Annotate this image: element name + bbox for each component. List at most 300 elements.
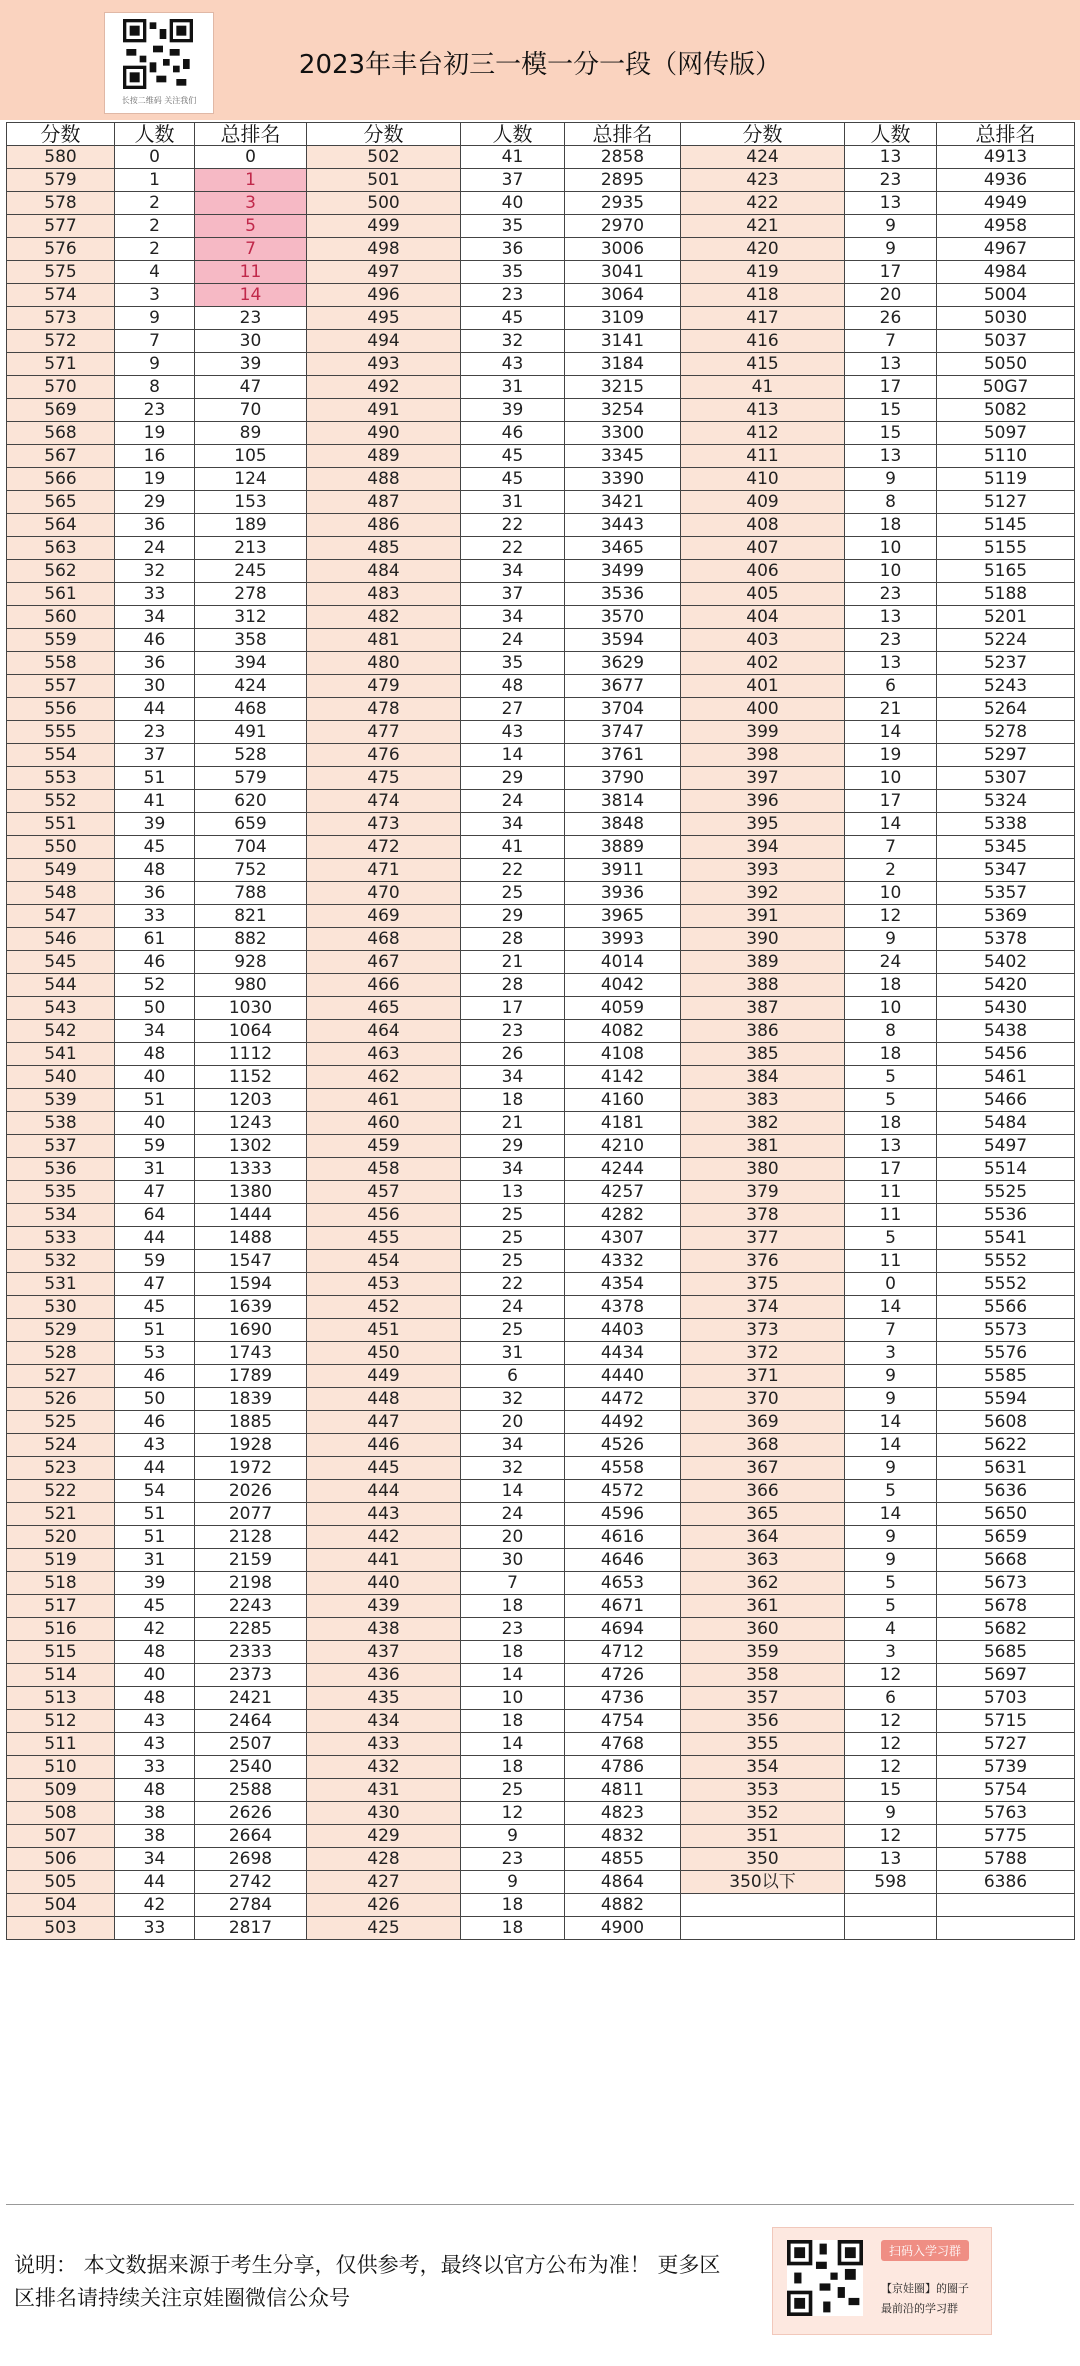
cell-rank-1: 1030 bbox=[195, 997, 307, 1020]
cell-count-3: 9 bbox=[845, 1802, 937, 1825]
cell-rank-2: 4572 bbox=[565, 1480, 681, 1503]
cell-rank-2: 3421 bbox=[565, 491, 681, 514]
cell-score-1: 528 bbox=[7, 1342, 115, 1365]
cell-rank-2: 4181 bbox=[565, 1112, 681, 1135]
cell-score-2: 483 bbox=[307, 583, 461, 606]
cell-score-2: 460 bbox=[307, 1112, 461, 1135]
cell-score-3: 412 bbox=[681, 422, 845, 445]
cell-rank-3: 5430 bbox=[937, 997, 1075, 1020]
cell-rank-2: 4142 bbox=[565, 1066, 681, 1089]
cell-score-1: 510 bbox=[7, 1756, 115, 1779]
cell-score-3: 351 bbox=[681, 1825, 845, 1848]
cell-rank-3: 5536 bbox=[937, 1204, 1075, 1227]
cell-rank-1: 980 bbox=[195, 974, 307, 997]
cell-rank-1: 89 bbox=[195, 422, 307, 445]
cell-count-1: 32 bbox=[115, 560, 195, 583]
table-row bbox=[7, 445, 1075, 468]
table-row bbox=[7, 859, 1075, 882]
cell-score-3: 41 bbox=[681, 376, 845, 399]
cell-count-1: 9 bbox=[115, 307, 195, 330]
cell-count-3: 3 bbox=[845, 1641, 937, 1664]
cell-count-2: 18 bbox=[461, 1089, 565, 1112]
header-rank-2: 总排名 bbox=[565, 123, 681, 146]
cell-rank-2: 3141 bbox=[565, 330, 681, 353]
cell-count-3: 15 bbox=[845, 422, 937, 445]
cell-score-2: 437 bbox=[307, 1641, 461, 1664]
cell-rank-1: 0 bbox=[195, 146, 307, 169]
table-row bbox=[7, 1618, 1075, 1641]
cell-count-3: 3 bbox=[845, 1342, 937, 1365]
cell-rank-3: 5082 bbox=[937, 399, 1075, 422]
cell-rank-2: 3390 bbox=[565, 468, 681, 491]
cell-score-3: 364 bbox=[681, 1526, 845, 1549]
cell-rank-1: 47 bbox=[195, 376, 307, 399]
cell-count-1: 38 bbox=[115, 1802, 195, 1825]
cell-count-3: 8 bbox=[845, 491, 937, 514]
cell-score-1: 517 bbox=[7, 1595, 115, 1618]
cell-score-3: 422 bbox=[681, 192, 845, 215]
cell-count-1: 51 bbox=[115, 1503, 195, 1526]
cell-rank-1: 659 bbox=[195, 813, 307, 836]
cell-rank-2: 4786 bbox=[565, 1756, 681, 1779]
cell-score-3: 354 bbox=[681, 1756, 845, 1779]
cell-count-2: 25 bbox=[461, 1204, 565, 1227]
cell-rank-2: 3814 bbox=[565, 790, 681, 813]
cell-count-3: 5 bbox=[845, 1066, 937, 1089]
header-score-1: 分数 bbox=[7, 123, 115, 146]
cell-score-3: 420 bbox=[681, 238, 845, 261]
cell-rank-3 bbox=[937, 1917, 1075, 1940]
cell-rank-3: 5678 bbox=[937, 1595, 1075, 1618]
cell-count-2: 34 bbox=[461, 1158, 565, 1181]
cell-count-2: 24 bbox=[461, 1296, 565, 1319]
cell-count-2: 28 bbox=[461, 928, 565, 951]
cell-score-3: 374 bbox=[681, 1296, 845, 1319]
cell-count-2: 23 bbox=[461, 1618, 565, 1641]
cell-count-2: 21 bbox=[461, 1112, 565, 1135]
cell-rank-1: 1203 bbox=[195, 1089, 307, 1112]
cell-count-3: 10 bbox=[845, 767, 937, 790]
cell-count-2: 20 bbox=[461, 1411, 565, 1434]
cell-rank-1: 1743 bbox=[195, 1342, 307, 1365]
cell-count-3: 9 bbox=[845, 1457, 937, 1480]
cell-score-2: 461 bbox=[307, 1089, 461, 1112]
table-row bbox=[7, 307, 1075, 330]
cell-score-1: 567 bbox=[7, 445, 115, 468]
cell-score-2: 458 bbox=[307, 1158, 461, 1181]
cell-score-2: 434 bbox=[307, 1710, 461, 1733]
cell-score-2: 433 bbox=[307, 1733, 461, 1756]
cell-score-3: 366 bbox=[681, 1480, 845, 1503]
table-row bbox=[7, 1273, 1075, 1296]
cell-score-3: 385 bbox=[681, 1043, 845, 1066]
cell-count-3: 15 bbox=[845, 399, 937, 422]
cell-rank-2: 4059 bbox=[565, 997, 681, 1020]
cell-score-2: 487 bbox=[307, 491, 461, 514]
cell-count-1: 8 bbox=[115, 376, 195, 399]
cell-score-3: 379 bbox=[681, 1181, 845, 1204]
cell-rank-2: 3889 bbox=[565, 836, 681, 859]
cell-score-3: 367 bbox=[681, 1457, 845, 1480]
table-row bbox=[7, 169, 1075, 192]
cell-score-3: 365 bbox=[681, 1503, 845, 1526]
cell-rank-3: 5497 bbox=[937, 1135, 1075, 1158]
cell-score-2: 457 bbox=[307, 1181, 461, 1204]
cell-score-3: 400 bbox=[681, 698, 845, 721]
cell-count-3: 4 bbox=[845, 1618, 937, 1641]
cell-score-2: 451 bbox=[307, 1319, 461, 1342]
cell-score-1: 565 bbox=[7, 491, 115, 514]
cell-count-3: 8 bbox=[845, 1020, 937, 1043]
cell-rank-1: 153 bbox=[195, 491, 307, 514]
cell-count-1: 61 bbox=[115, 928, 195, 951]
cell-count-1: 48 bbox=[115, 1687, 195, 1710]
cell-score-1: 541 bbox=[7, 1043, 115, 1066]
cell-score-3: 353 bbox=[681, 1779, 845, 1802]
cell-score-3: 406 bbox=[681, 560, 845, 583]
cell-score-2: 497 bbox=[307, 261, 461, 284]
cell-count-3 bbox=[845, 1894, 937, 1917]
cell-rank-2: 4210 bbox=[565, 1135, 681, 1158]
cell-rank-2: 3993 bbox=[565, 928, 681, 951]
cell-rank-1: 2742 bbox=[195, 1871, 307, 1894]
cell-count-2: 48 bbox=[461, 675, 565, 698]
cell-score-3: 359 bbox=[681, 1641, 845, 1664]
cell-score-1: 526 bbox=[7, 1388, 115, 1411]
cell-score-2: 442 bbox=[307, 1526, 461, 1549]
cell-count-2: 10 bbox=[461, 1687, 565, 1710]
cell-count-1: 48 bbox=[115, 1043, 195, 1066]
cell-score-1: 508 bbox=[7, 1802, 115, 1825]
cell-count-3: 23 bbox=[845, 583, 937, 606]
cell-rank-3: 5715 bbox=[937, 1710, 1075, 1733]
cell-rank-2: 4558 bbox=[565, 1457, 681, 1480]
cell-score-1: 524 bbox=[7, 1434, 115, 1457]
cell-score-2: 455 bbox=[307, 1227, 461, 1250]
cell-rank-3: 5552 bbox=[937, 1273, 1075, 1296]
qr-tag: 扫码入学习群 bbox=[881, 2240, 969, 2261]
cell-count-1: 54 bbox=[115, 1480, 195, 1503]
cell-rank-2: 3443 bbox=[565, 514, 681, 537]
cell-score-2: 453 bbox=[307, 1273, 461, 1296]
cell-count-1: 43 bbox=[115, 1434, 195, 1457]
cell-rank-1: 2626 bbox=[195, 1802, 307, 1825]
cell-score-1: 564 bbox=[7, 514, 115, 537]
cell-rank-2: 4472 bbox=[565, 1388, 681, 1411]
table-row bbox=[7, 1020, 1075, 1043]
cell-count-3: 5 bbox=[845, 1480, 937, 1503]
cell-rank-3: 5659 bbox=[937, 1526, 1075, 1549]
cell-score-1: 529 bbox=[7, 1319, 115, 1342]
table-row bbox=[7, 1388, 1075, 1411]
cell-score-1: 537 bbox=[7, 1135, 115, 1158]
cell-score-2: 485 bbox=[307, 537, 461, 560]
cell-score-2: 488 bbox=[307, 468, 461, 491]
cell-score-2: 473 bbox=[307, 813, 461, 836]
table-row bbox=[7, 1342, 1075, 1365]
cell-rank-2: 3594 bbox=[565, 629, 681, 652]
cell-count-3: 15 bbox=[845, 1779, 937, 1802]
cell-count-2: 45 bbox=[461, 445, 565, 468]
cell-rank-1: 2507 bbox=[195, 1733, 307, 1756]
cell-rank-3: 5201 bbox=[937, 606, 1075, 629]
cell-count-2: 9 bbox=[461, 1825, 565, 1848]
cell-rank-3: 5697 bbox=[937, 1664, 1075, 1687]
cell-score-2: 490 bbox=[307, 422, 461, 445]
cell-score-1: 558 bbox=[7, 652, 115, 675]
cell-rank-2: 4282 bbox=[565, 1204, 681, 1227]
qr-line-2: 最前沿的学习群 bbox=[881, 2302, 958, 2315]
cell-rank-3: 5650 bbox=[937, 1503, 1075, 1526]
cell-count-1: 44 bbox=[115, 698, 195, 721]
table-row bbox=[7, 1664, 1075, 1687]
cell-rank-2: 3911 bbox=[565, 859, 681, 882]
cell-score-3: 371 bbox=[681, 1365, 845, 1388]
cell-score-2: 446 bbox=[307, 1434, 461, 1457]
cell-rank-1: 491 bbox=[195, 721, 307, 744]
cell-score-3: 391 bbox=[681, 905, 845, 928]
table-row bbox=[7, 1687, 1075, 1710]
cell-count-1: 46 bbox=[115, 1411, 195, 1434]
cell-score-2: 480 bbox=[307, 652, 461, 675]
cell-rank-1: 213 bbox=[195, 537, 307, 560]
cell-score-1: 514 bbox=[7, 1664, 115, 1687]
cell-count-3: 14 bbox=[845, 813, 937, 836]
cell-count-2: 31 bbox=[461, 491, 565, 514]
cell-score-1: 560 bbox=[7, 606, 115, 629]
cell-count-1: 36 bbox=[115, 514, 195, 537]
cell-rank-2: 3536 bbox=[565, 583, 681, 606]
cell-score-3: 417 bbox=[681, 307, 845, 330]
cell-rank-2: 4726 bbox=[565, 1664, 681, 1687]
cell-score-1: 580 bbox=[7, 146, 115, 169]
cell-score-2: 502 bbox=[307, 146, 461, 169]
cell-score-3: 384 bbox=[681, 1066, 845, 1089]
cell-score-2: 462 bbox=[307, 1066, 461, 1089]
cell-rank-2: 3041 bbox=[565, 261, 681, 284]
cell-score-1: 533 bbox=[7, 1227, 115, 1250]
cell-score-1: 551 bbox=[7, 813, 115, 836]
cell-rank-3: 5420 bbox=[937, 974, 1075, 997]
cell-rank-3: 5541 bbox=[937, 1227, 1075, 1250]
cell-count-2: 17 bbox=[461, 997, 565, 1020]
table-row bbox=[7, 675, 1075, 698]
cell-count-1: 40 bbox=[115, 1112, 195, 1135]
qr-caption: 长按二维码 关注我们 bbox=[121, 96, 197, 105]
header-count-3: 人数 bbox=[845, 123, 937, 146]
cell-rank-1: 2198 bbox=[195, 1572, 307, 1595]
cell-score-3: 424 bbox=[681, 146, 845, 169]
cell-count-1: 34 bbox=[115, 1020, 195, 1043]
cell-rank-1: 928 bbox=[195, 951, 307, 974]
cell-count-3: 9 bbox=[845, 215, 937, 238]
cell-score-1: 511 bbox=[7, 1733, 115, 1756]
cell-score-2: 499 bbox=[307, 215, 461, 238]
cell-count-3: 24 bbox=[845, 951, 937, 974]
table-row bbox=[7, 1917, 1075, 1940]
cell-score-2: 486 bbox=[307, 514, 461, 537]
cell-count-2: 41 bbox=[461, 146, 565, 169]
cell-rank-3: 5050 bbox=[937, 353, 1075, 376]
cell-rank-2: 4332 bbox=[565, 1250, 681, 1273]
cell-count-2: 23 bbox=[461, 284, 565, 307]
cell-rank-3: 5338 bbox=[937, 813, 1075, 836]
table-row bbox=[7, 813, 1075, 836]
cell-rank-2: 4354 bbox=[565, 1273, 681, 1296]
cell-count-3: 2 bbox=[845, 859, 937, 882]
header-count-2: 人数 bbox=[461, 123, 565, 146]
cell-score-3: 398 bbox=[681, 744, 845, 767]
cell-rank-2: 4108 bbox=[565, 1043, 681, 1066]
cell-rank-3: 5438 bbox=[937, 1020, 1075, 1043]
cell-rank-2: 4616 bbox=[565, 1526, 681, 1549]
cell-score-3: 387 bbox=[681, 997, 845, 1020]
cell-count-3: 13 bbox=[845, 1848, 937, 1871]
cell-score-2: 493 bbox=[307, 353, 461, 376]
cell-rank-1: 124 bbox=[195, 468, 307, 491]
cell-rank-1: 1547 bbox=[195, 1250, 307, 1273]
table-row bbox=[7, 1296, 1075, 1319]
cell-score-2: 491 bbox=[307, 399, 461, 422]
cell-score-1: 557 bbox=[7, 675, 115, 698]
cell-count-1: 44 bbox=[115, 1457, 195, 1480]
cell-score-3: 368 bbox=[681, 1434, 845, 1457]
cell-count-2: 29 bbox=[461, 767, 565, 790]
cell-count-2: 31 bbox=[461, 376, 565, 399]
cell-rank-1: 358 bbox=[195, 629, 307, 652]
cell-score-1: 534 bbox=[7, 1204, 115, 1227]
cell-score-1: 578 bbox=[7, 192, 115, 215]
cell-rank-2: 4378 bbox=[565, 1296, 681, 1319]
cell-count-1: 50 bbox=[115, 997, 195, 1020]
cell-score-1: 548 bbox=[7, 882, 115, 905]
cell-score-2: 435 bbox=[307, 1687, 461, 1710]
cell-score-3: 410 bbox=[681, 468, 845, 491]
cell-count-2: 22 bbox=[461, 537, 565, 560]
cell-count-2: 18 bbox=[461, 1710, 565, 1733]
cell-rank-3: 50G7 bbox=[937, 376, 1075, 399]
cell-rank-3: 5514 bbox=[937, 1158, 1075, 1181]
cell-score-2: 425 bbox=[307, 1917, 461, 1940]
cell-score-1: 527 bbox=[7, 1365, 115, 1388]
cell-score-3: 413 bbox=[681, 399, 845, 422]
table-row bbox=[7, 330, 1075, 353]
cell-count-1: 34 bbox=[115, 1848, 195, 1871]
cell-rank-1: 821 bbox=[195, 905, 307, 928]
cell-rank-3: 5145 bbox=[937, 514, 1075, 537]
cell-score-2: 495 bbox=[307, 307, 461, 330]
cell-score-2: 470 bbox=[307, 882, 461, 905]
qr-code-icon bbox=[787, 2240, 863, 2316]
cell-rank-2: 3747 bbox=[565, 721, 681, 744]
header-rank-3: 总排名 bbox=[937, 123, 1075, 146]
cell-score-2: 438 bbox=[307, 1618, 461, 1641]
cell-score-3: 381 bbox=[681, 1135, 845, 1158]
cell-score-1: 536 bbox=[7, 1158, 115, 1181]
cell-rank-2: 2858 bbox=[565, 146, 681, 169]
cell-count-2: 25 bbox=[461, 1779, 565, 1802]
table-row bbox=[7, 1411, 1075, 1434]
cell-count-1: 47 bbox=[115, 1273, 195, 1296]
cell-rank-2: 3300 bbox=[565, 422, 681, 445]
table-row bbox=[7, 1756, 1075, 1779]
cell-rank-1: 1302 bbox=[195, 1135, 307, 1158]
cell-rank-1: 1152 bbox=[195, 1066, 307, 1089]
cell-score-3: 421 bbox=[681, 215, 845, 238]
cell-rank-3: 5030 bbox=[937, 307, 1075, 330]
qr-code-top[interactable] bbox=[104, 12, 214, 114]
cell-count-2: 34 bbox=[461, 1434, 565, 1457]
cell-score-1: 509 bbox=[7, 1779, 115, 1802]
cell-score-3: 401 bbox=[681, 675, 845, 698]
cell-count-2: 34 bbox=[461, 813, 565, 836]
cell-rank-1: 424 bbox=[195, 675, 307, 698]
cell-score-2: 448 bbox=[307, 1388, 461, 1411]
cell-rank-1: 14 bbox=[195, 284, 307, 307]
cell-count-2: 24 bbox=[461, 1503, 565, 1526]
cell-count-2: 14 bbox=[461, 1733, 565, 1756]
cell-rank-1: 752 bbox=[195, 859, 307, 882]
table-row bbox=[7, 1710, 1075, 1733]
cell-score-3: 402 bbox=[681, 652, 845, 675]
table-body bbox=[7, 146, 1075, 1940]
cell-count-3: 13 bbox=[845, 652, 937, 675]
cell-count-2: 25 bbox=[461, 882, 565, 905]
cell-score-1: 525 bbox=[7, 1411, 115, 1434]
table-row bbox=[7, 1089, 1075, 1112]
cell-score-3: 409 bbox=[681, 491, 845, 514]
cell-count-1: 39 bbox=[115, 1572, 195, 1595]
cell-score-3: 362 bbox=[681, 1572, 845, 1595]
cell-score-3: 372 bbox=[681, 1342, 845, 1365]
header-count-1: 人数 bbox=[115, 123, 195, 146]
cell-score-2: 467 bbox=[307, 951, 461, 974]
cell-count-2: 25 bbox=[461, 1227, 565, 1250]
cell-score-1: 507 bbox=[7, 1825, 115, 1848]
cell-score-2: 496 bbox=[307, 284, 461, 307]
cell-rank-1: 30 bbox=[195, 330, 307, 353]
cell-rank-1: 1839 bbox=[195, 1388, 307, 1411]
qr-line-1: 【京娃圈】的圈子 bbox=[881, 2282, 969, 2295]
cell-rank-2: 4855 bbox=[565, 1848, 681, 1871]
cell-score-2: 459 bbox=[307, 1135, 461, 1158]
cell-count-2: 31 bbox=[461, 1342, 565, 1365]
cell-rank-1: 704 bbox=[195, 836, 307, 859]
cell-score-3: 411 bbox=[681, 445, 845, 468]
cell-rank-3: 5739 bbox=[937, 1756, 1075, 1779]
cell-rank-1: 2817 bbox=[195, 1917, 307, 1940]
cell-count-3: 23 bbox=[845, 629, 937, 652]
cell-rank-3: 5622 bbox=[937, 1434, 1075, 1457]
cell-count-2: 35 bbox=[461, 261, 565, 284]
cell-count-3: 18 bbox=[845, 974, 937, 997]
cell-score-2: 464 bbox=[307, 1020, 461, 1043]
cell-count-2: 26 bbox=[461, 1043, 565, 1066]
cell-score-2: 478 bbox=[307, 698, 461, 721]
table-row bbox=[7, 1572, 1075, 1595]
cell-count-1: 50 bbox=[115, 1388, 195, 1411]
cell-rank-3: 5307 bbox=[937, 767, 1075, 790]
qr-card-bottom[interactable] bbox=[772, 2227, 992, 2335]
cell-score-2: 474 bbox=[307, 790, 461, 813]
cell-score-2: 498 bbox=[307, 238, 461, 261]
cell-rank-1: 1112 bbox=[195, 1043, 307, 1066]
cell-score-3 bbox=[681, 1894, 845, 1917]
cell-count-1: 51 bbox=[115, 767, 195, 790]
cell-count-3: 10 bbox=[845, 997, 937, 1020]
cell-score-3: 355 bbox=[681, 1733, 845, 1756]
cell-count-3: 21 bbox=[845, 698, 937, 721]
